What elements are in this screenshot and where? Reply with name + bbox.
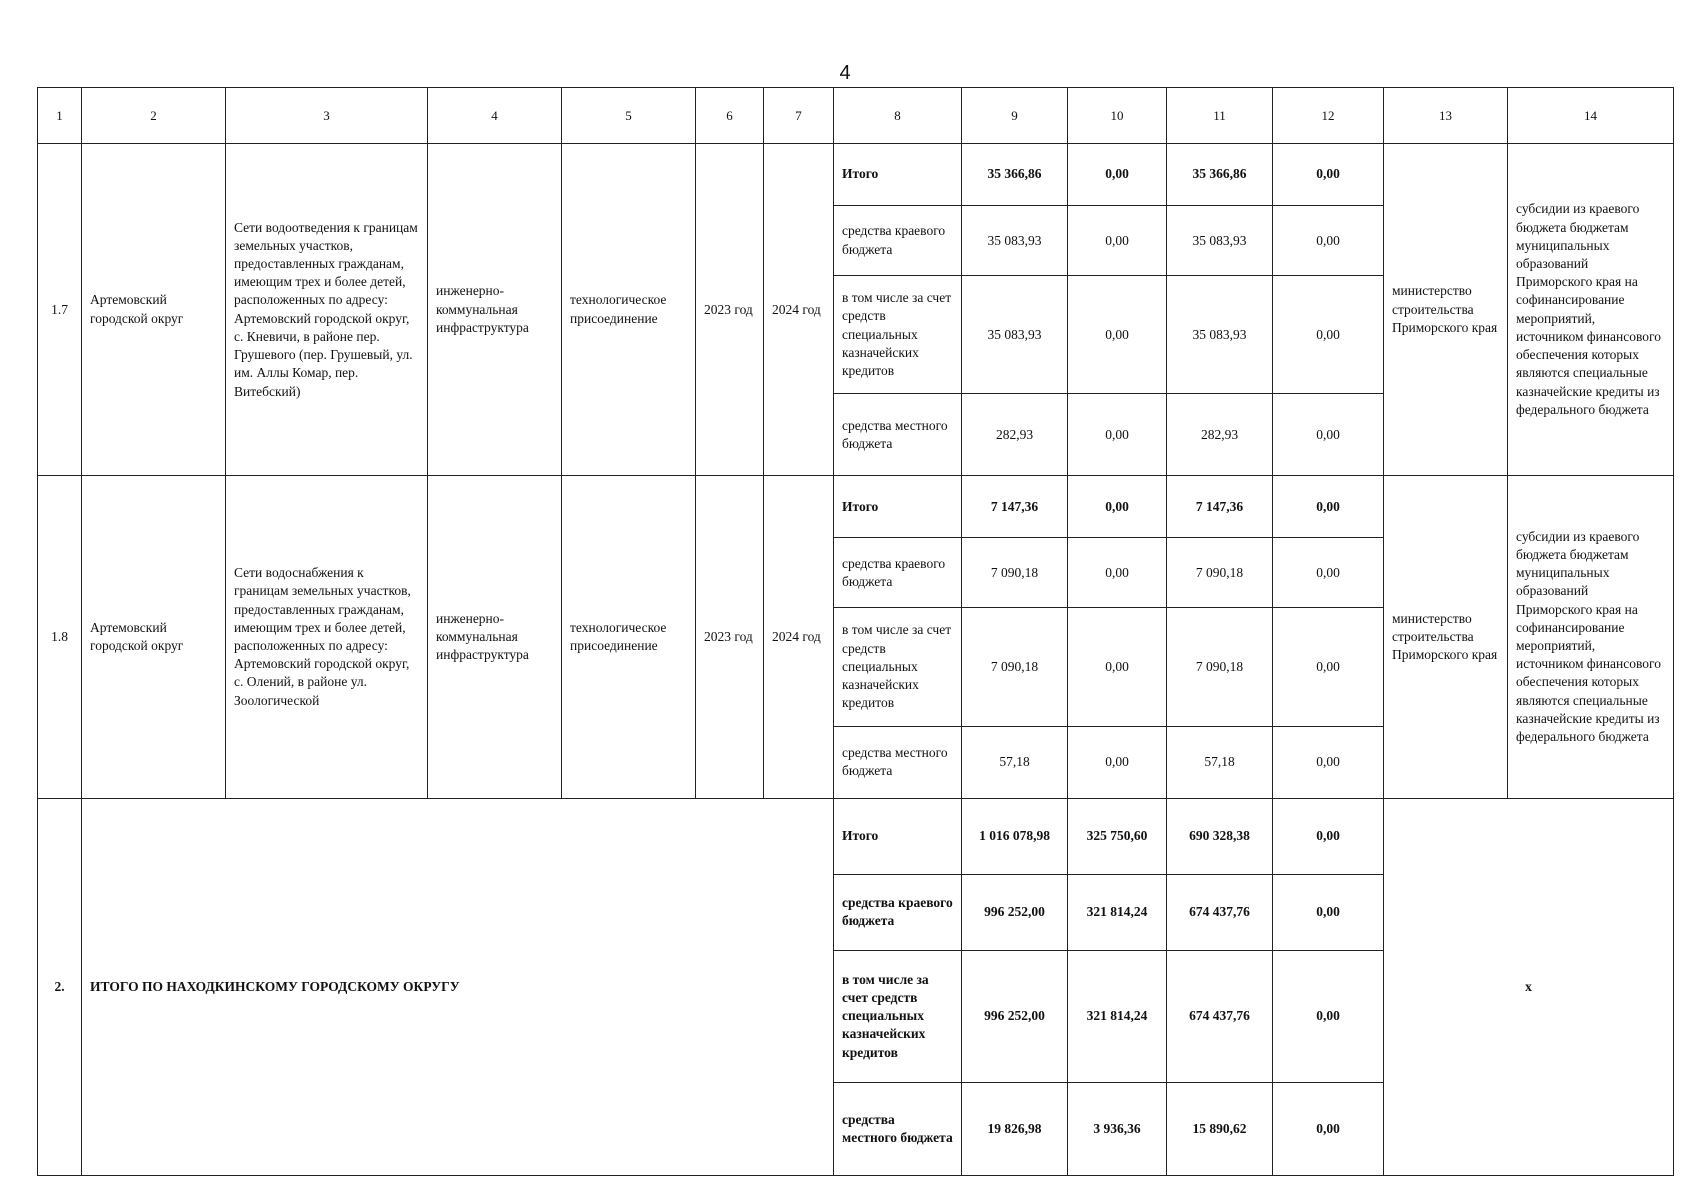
value-col10: 3 936,36: [1068, 1082, 1167, 1175]
value-col12: 0,00: [1273, 608, 1384, 726]
value-col12: 0,00: [1273, 874, 1384, 950]
column-number: 13: [1384, 88, 1508, 144]
funding-label: в том числе за счет средств специальных казначейских кредитов: [834, 276, 962, 394]
value-col12: 0,00: [1273, 394, 1384, 476]
value-col11: 674 437,76: [1167, 950, 1273, 1082]
row-number: 1.7: [38, 144, 82, 476]
municipality-cell: Артемовский городской округ: [82, 144, 226, 476]
value-col11: 35 366,86: [1167, 144, 1273, 206]
value-col9: 7 090,18: [962, 538, 1068, 608]
column-number: 12: [1273, 88, 1384, 144]
value-col10: 0,00: [1068, 538, 1167, 608]
funding-source-cell: субсидии из краевого бюджета бюджетам муниципальных образований Приморского края на софинансирование мероприятий, источником финансового обеспечения которых являются специальные казначейские кредиты из федерального бюджета: [1508, 476, 1674, 798]
page-number: 4: [839, 62, 851, 84]
value-col10: 0,00: [1068, 726, 1167, 798]
funding-label: Итого: [834, 144, 962, 206]
value-col12: 0,00: [1273, 798, 1384, 874]
value-col10: 0,00: [1068, 206, 1167, 276]
funding-label: Итого: [834, 476, 962, 538]
value-col9: 57,18: [962, 726, 1068, 798]
column-number: 2: [82, 88, 226, 144]
table-row: [38, 476, 1674, 538]
customer-cell: министерство строительства Приморского края: [1384, 144, 1508, 476]
row-number: 2.: [38, 798, 82, 1175]
value-col9: 35 366,86: [962, 144, 1068, 206]
funding-label: в том числе за счет средств специальных казначейских кредитов: [834, 608, 962, 726]
column-number: 11: [1167, 88, 1273, 144]
value-col10: 321 814,24: [1068, 874, 1167, 950]
value-col12: 0,00: [1273, 476, 1384, 538]
value-col11: 7 090,18: [1167, 538, 1273, 608]
column-number: 5: [562, 88, 696, 144]
value-col11: 57,18: [1167, 726, 1273, 798]
value-col9: 35 083,93: [962, 276, 1068, 394]
value-col11: 690 328,38: [1167, 798, 1273, 874]
column-number: 1: [38, 88, 82, 144]
value-col11: 7 147,36: [1167, 476, 1273, 538]
funding-source-cell: субсидии из краевого бюджета бюджетам муниципальных образований Приморского края на софинансирование мероприятий, источником финансового обеспечения которых являются специальные казначейские кредиты из федерального бюджета: [1508, 144, 1674, 476]
value-col9: 19 826,98: [962, 1082, 1068, 1175]
value-col12: 0,00: [1273, 950, 1384, 1082]
column-number: 4: [428, 88, 562, 144]
row-number: 1.8: [38, 476, 82, 798]
budget-table: [37, 87, 1674, 1176]
value-col12: 0,00: [1273, 276, 1384, 394]
value-col11: 674 437,76: [1167, 874, 1273, 950]
value-col10: 0,00: [1068, 394, 1167, 476]
funding-label: средства местного бюджета: [834, 726, 962, 798]
merged-mark: х: [1384, 798, 1674, 1175]
table-row: [38, 144, 1674, 206]
total-title: ИТОГО ПО НАХОДКИНСКОМУ ГОРОДСКОМУ ОКРУГУ: [82, 798, 834, 1175]
value-col9: 35 083,93: [962, 206, 1068, 276]
column-number: 8: [834, 88, 962, 144]
value-col12: 0,00: [1273, 144, 1384, 206]
value-col10: 0,00: [1068, 144, 1167, 206]
value-col11: 7 090,18: [1167, 608, 1273, 726]
municipality-cell: Артемовский городской округ: [82, 476, 226, 798]
value-col12: 0,00: [1273, 538, 1384, 608]
value-col9: 7 090,18: [962, 608, 1068, 726]
value-col12: 0,00: [1273, 1082, 1384, 1175]
value-col10: 0,00: [1068, 276, 1167, 394]
object-type-cell: инженерно-коммунальная инфраструктура: [428, 144, 562, 476]
value-col10: 0,00: [1068, 476, 1167, 538]
column-number: 10: [1068, 88, 1167, 144]
funding-label: средства краевого бюджета: [834, 538, 962, 608]
value-col9: 996 252,00: [962, 874, 1068, 950]
value-col9: 1 016 078,98: [962, 798, 1068, 874]
column-number: 3: [226, 88, 428, 144]
column-number: 14: [1508, 88, 1674, 144]
funding-label: средства местного бюджета: [834, 1082, 962, 1175]
customer-cell: министерство строительства Приморского края: [1384, 476, 1508, 798]
value-col11: 282,93: [1167, 394, 1273, 476]
start-year-cell: 2023 год: [696, 144, 764, 476]
value-col10: 325 750,60: [1068, 798, 1167, 874]
object-cell: Сети водоснабжения к границам земельных участков, предоставленных гражданам, имеющим трех и более детей, расположенных по адресу: Артемовский городской округ, с. Олений, в районе ул. Зоологической: [226, 476, 428, 798]
funding-label: средства краевого бюджета: [834, 206, 962, 276]
value-col12: 0,00: [1273, 206, 1384, 276]
funding-label: Итого: [834, 798, 962, 874]
funding-label: средства краевого бюджета: [834, 874, 962, 950]
column-number: 7: [764, 88, 834, 144]
purpose-cell: технологическое присоединение: [562, 476, 696, 798]
column-number: 9: [962, 88, 1068, 144]
funding-label: средства местного бюджета: [834, 394, 962, 476]
value-col9: 996 252,00: [962, 950, 1068, 1082]
value-col11: 35 083,93: [1167, 276, 1273, 394]
object-type-cell: инженерно-коммунальная инфраструктура: [428, 476, 562, 798]
end-year-cell: 2024 год: [764, 144, 834, 476]
column-number-row: [38, 88, 1674, 144]
value-col11: 15 890,62: [1167, 1082, 1273, 1175]
funding-label: в том числе за счет средств специальных казначейских кредитов: [834, 950, 962, 1082]
value-col12: 0,00: [1273, 726, 1384, 798]
purpose-cell: технологическое присоединение: [562, 144, 696, 476]
table-row: [38, 798, 1674, 874]
value-col11: 35 083,93: [1167, 206, 1273, 276]
value-col9: 282,93: [962, 394, 1068, 476]
column-number: 6: [696, 88, 764, 144]
end-year-cell: 2024 год: [764, 476, 834, 798]
object-cell: Сети водоотведения к границам земельных участков, предоставленных гражданам, имеющим трех и более детей, расположенных по адресу: Артемовский городской округ, с. Кневичи, в районе пер. Грушевого (пер. Грушевый, ул. им. Аллы Комар, пер. Витебский): [226, 144, 428, 476]
value-col10: 0,00: [1068, 608, 1167, 726]
value-col9: 7 147,36: [962, 476, 1068, 538]
start-year-cell: 2023 год: [696, 476, 764, 798]
value-col10: 321 814,24: [1068, 950, 1167, 1082]
